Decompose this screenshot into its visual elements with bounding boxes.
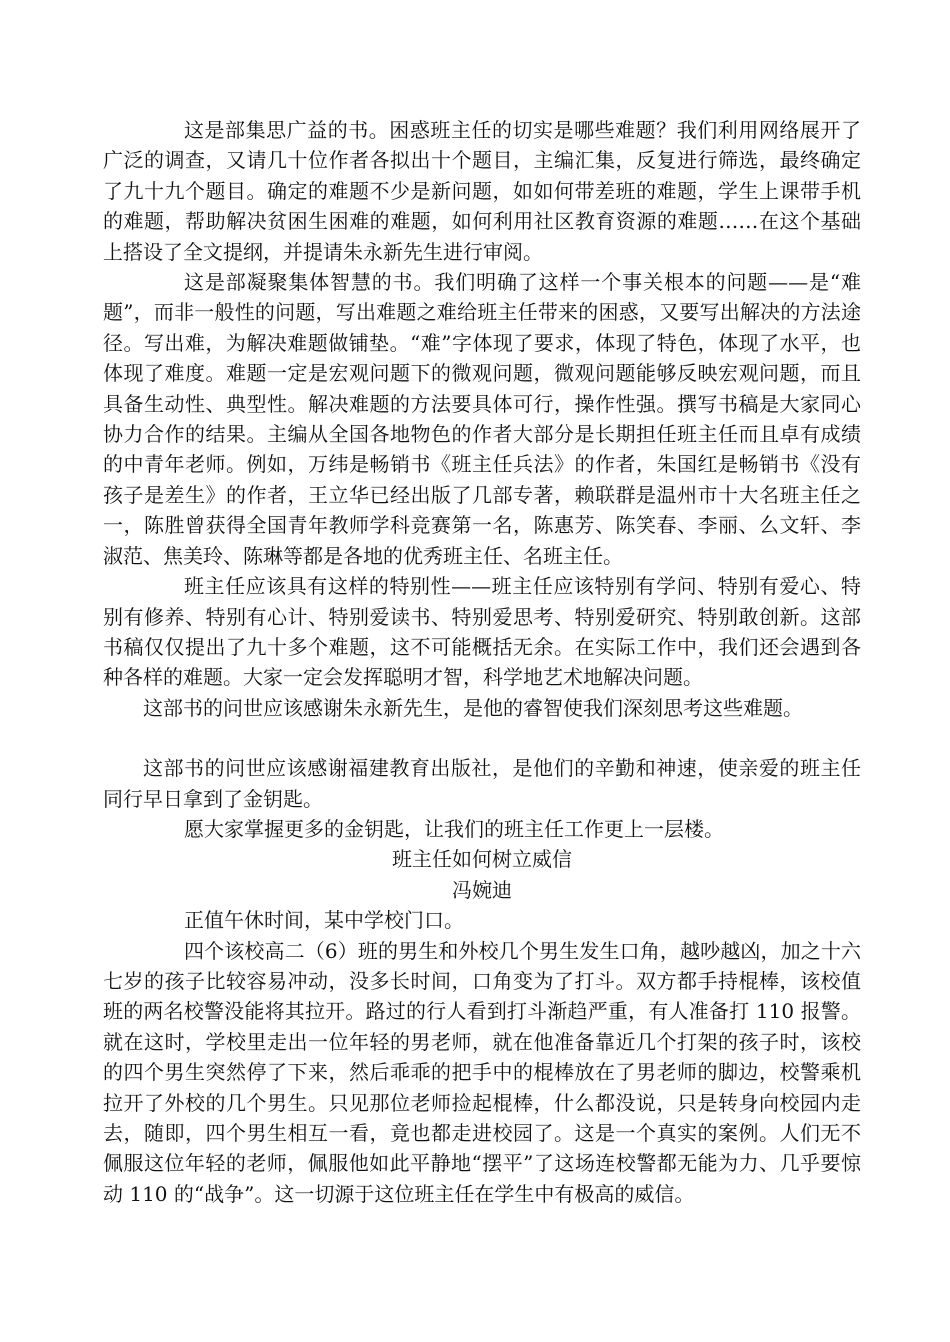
paragraph-case-story: 四个该校高二（6）班的男生和外校几个男生发生口角，越吵越凶，加之十六七岁的孩子比较容易冲动，没多长时间，口角变为了打斗。双方都手持棍棒，该校值班的两名校警没能将其拉开。路过的行人看到打斗渐趋严重，有人准备打 110 报警。就在这时，学校里走出一位年轻的男老师，就在他准备靠近几个打架的孩子时，该校的四个男生突然停了下来，然后乖乖的把手中的棍棒放在了男老师的脚边，校警乘机拉开了外校的几个男生。只见那位老师捡起棍棒，什么都没说，只是转身向校园内走去，随即，四个男生相互一看，竟也都走进校园了。这是一个真实的案例。人们无不佩服这位年轻的老师，佩服他如此平静地“摆平”了这场连校警都无能为力、几乎要惊动 110 的“战争”。这一切源于这位班主任在学生中有极高的威信。 xyxy=(103,938,861,1206)
paragraph-spacer xyxy=(103,723,861,753)
paragraph-scene: 正值午休时间，某中学校门口。 xyxy=(184,908,464,933)
article-title: 班主任如何树立威信 xyxy=(392,847,572,872)
document-page xyxy=(103,115,861,1209)
paragraph-collective-wisdom-survey: 这是部集思广益的书。困惑班主任的切实是哪些难题？我们利用网络展开了广泛的调查，又请几十位作者各拟出十个题目，主编汇集，反复进行筛选，最终确定了九十九个题目。确定的难题不少是新问题，如如何带差班的难题，学生上课带手机的难题，帮助解决贫困生困难的难题，如何利用社区教育资源的难题……在这个基础上搭设了全文提纲，并提请朱永新先生进行审阅。 xyxy=(103,118,861,264)
paragraph-collective-intelligence: 这是部凝聚集体智慧的书。我们明确了这样一个事关根本的问题——是“难题”，而非一般性的问题，写出难题之难给班主任带来的困惑，又要写出解决的方法途径。写出难，为解决难题做铺垫。“难”字体现了要求，体现了特色，体现了水平，也体现了难度。难题一定是宏观问题下的微观问题，微观问题能够反映宏观问题，而且具备生动性、典型性。解决难题的方法要具体可行，操作性强。撰写书稿是大家同心协力合作的结果。主编从全国各地物色的作者大部分是长期担任班主任而且卓有成绩的中青年老师。例如，万纬是畅销书《班主任兵法》的作者，朱国红是畅销书《没有孩子是差生》的作者，王立华已经出版了几部专著，赖联群是温州市十大名班主任之一，陈胜曾获得全国青年教师学科竞赛第一名，陈惠芳、陈笑春、李丽、么文轩、李淑范、焦美玲、陈琳等都是各地的优秀班主任、名班主任。 xyxy=(103,270,861,568)
paragraph-thanks-zhu: 这部书的问世应该感谢朱永新先生，是他的睿智使我们深刻思考这些难题。 xyxy=(143,695,803,720)
article-author: 冯婉迪 xyxy=(452,877,512,902)
paragraph-special-qualities: 班主任应该具有这样的特别性——班主任应该特别有学问、特别有爱心、特别有修养、特别有心计、特别爱读书、特别爱思考、特别爱研究、特别敢创新。这部书稿仅仅提出了九十多个难题，这不可能概括无余。在实际工作中，我们还会遇到各种各样的难题。大家一定会发挥聪明才智，科学地艺术地解决问题。 xyxy=(103,574,861,690)
paragraph-thanks-publisher: 这部书的问世应该感谢福建教育出版社，是他们的辛勤和神速，使亲爱的班主任同行早日拿到了金钥匙。 xyxy=(103,756,861,811)
paragraph-wish: 愿大家掌握更多的金钥匙，让我们的班主任工作更上一层楼。 xyxy=(184,816,724,841)
